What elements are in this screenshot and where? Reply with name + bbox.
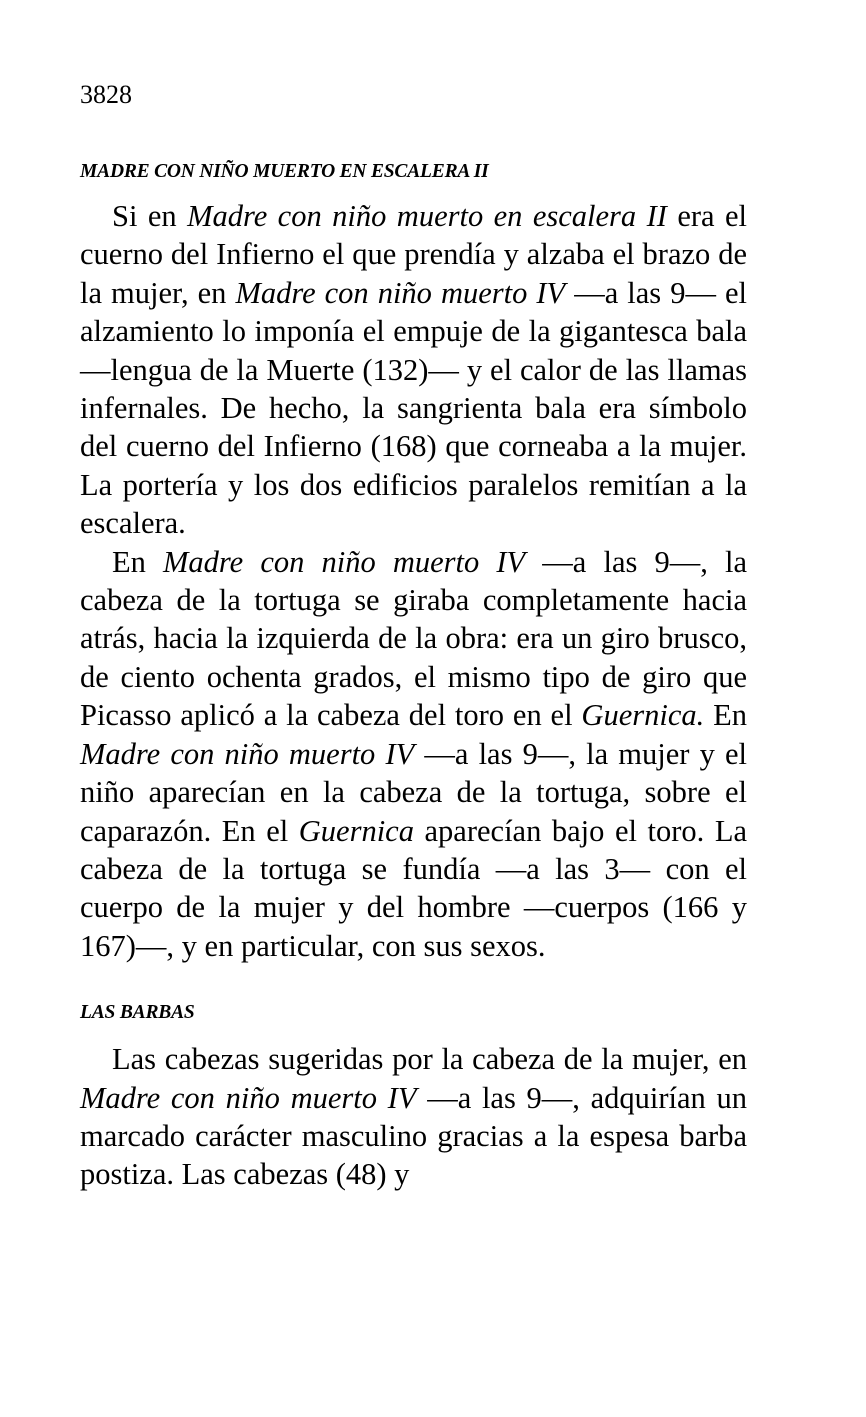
italic-title-run: Guernica xyxy=(298,813,414,848)
italic-title-run: Guernica. xyxy=(581,698,705,733)
text-run: En xyxy=(112,544,164,579)
italic-title-run: Madre con niño muerto en escalera II xyxy=(187,199,667,233)
section-heading: LAS BARBAS xyxy=(80,1002,195,1024)
body-paragraph xyxy=(80,543,747,965)
text-run: En xyxy=(704,698,747,733)
text-run: aparecían bajo el toro. La cabeza de la tortuga se fundía —a las 3— con el cuerpo de la mujer y del hombre —cuerpos (166 y 167)—, y en particular, con sus sexos. xyxy=(80,813,747,963)
body-paragraph xyxy=(80,1040,747,1194)
text-run: Si en xyxy=(112,199,188,233)
text-run: —a las 9— el alzamiento lo imponía el empuje de la gigantesca bala —lengua de la Muerte (132)— y el calor de las llamas infernales. De hecho, la sangrienta bala era símbolo del cuerno del Infierno (168) que corneaba a la mujer. La portería y los dos edificios paralelos remitían a la escalera. xyxy=(80,275,747,541)
text-run: —a las 9—, la mujer y el niño aparecían en la cabeza de la tortuga, sobre el caparazón. En el xyxy=(80,736,747,848)
italic-title-run: Madre con niño muerto IV xyxy=(235,275,566,310)
text-run: —a las 9—, adquirían un marcado carácter masculino gracias a la espesa barba postiza. Las cabezas (48) y xyxy=(80,1080,747,1192)
italic-title-run: Madre con niño muerto IV xyxy=(80,1080,417,1115)
italic-title-run: Madre con niño muerto IV xyxy=(163,544,526,579)
text-run: era el cuerno del Infierno el que prendía y alzaba el brazo de la mujer, en xyxy=(80,199,747,310)
text-run: Las cabezas sugeridas por la cabeza de la mujer, en xyxy=(112,1042,747,1077)
text-run: —a las 9—, la cabeza de la tortuga se giraba completamente hacia atrás, hacia la izquierda de la obra: era un giro brusco, de ciento ochenta grados, el mismo tipo de giro que Picasso aplicó a la cabeza del toro en el xyxy=(80,544,747,733)
italic-title-run: Madre con niño muerto IV xyxy=(80,736,415,771)
page-number: 3828 xyxy=(80,80,132,109)
body-paragraph xyxy=(80,197,747,543)
book-page xyxy=(80,80,747,1194)
section-heading: MADRE CON NIÑO MUERTO EN ESCALERA II xyxy=(80,161,489,182)
